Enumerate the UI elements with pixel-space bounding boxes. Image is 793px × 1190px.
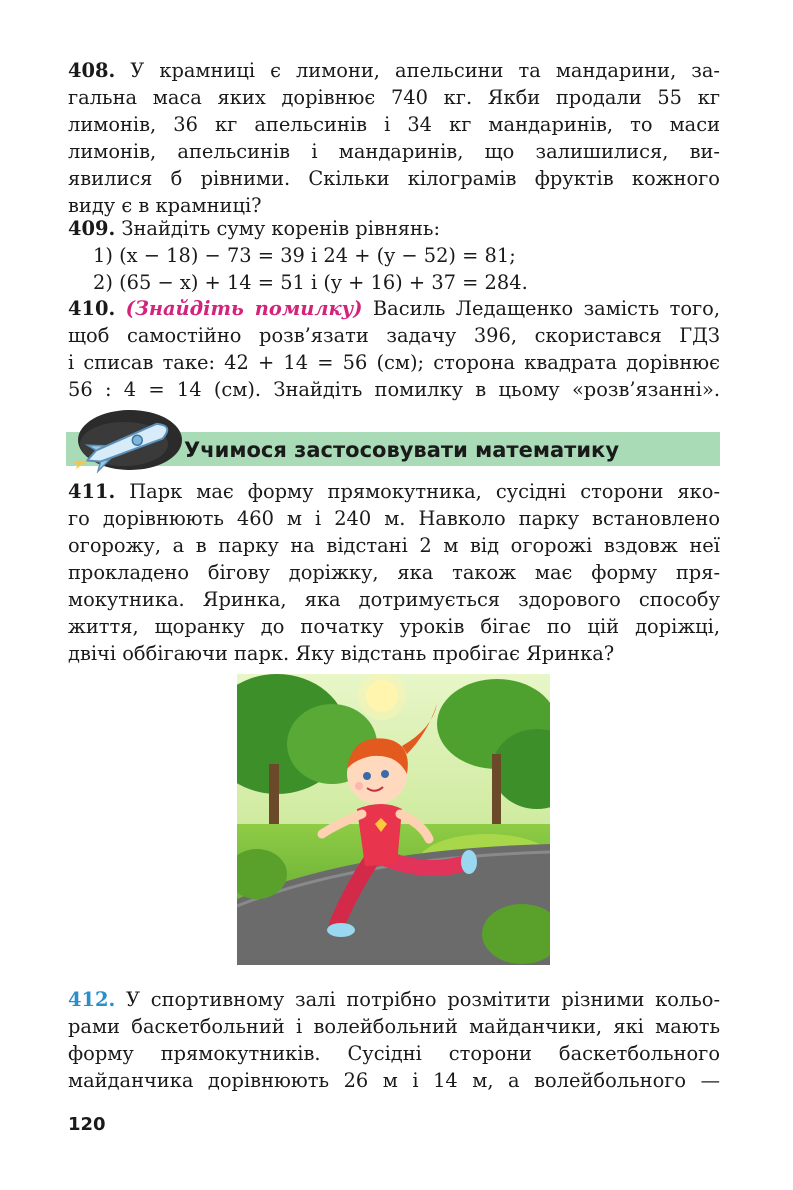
problem-408-line-2: гальна маса яких дорівнює 740 кг. Якби продали 55 кг [68,86,720,109]
problem-411-line-4: прокладено бігову доріжку, яка також має форму пря- [68,561,720,584]
equation-line-1: 1) (x − 18) − 73 = 39 і 24 + (y − 52) = 81; [93,244,516,267]
problem-number: 408. [68,59,116,82]
find-error-tag: (Знайдіть помилку) [125,297,363,320]
section-title: Учимося застосовувати математику [184,438,620,462]
problem-number: 409. [68,217,116,240]
problem-408-line-1: 408. У крамниці є лимони, апельсини та мандарини, за- [68,59,720,82]
problem-408-line-4: лимонів, апельсинів і мандаринів, що залишилися, ви- [68,140,720,163]
problem-411-line-7: двічі оббігаючи парк. Яку відстань пробігає Яринка? [68,642,615,665]
problem-number: 412. [68,988,116,1011]
page-number: 120 [68,1114,106,1135]
rocket-icon [66,408,186,474]
running-girl-illustration [237,674,550,965]
problem-410-line-3: і списав таке: 42 + 14 = 56 (см); сторона квадрата дорівнює [68,351,720,374]
problem-409-line-1: 409. Знайдіть суму коренів рівнянь: [68,217,440,240]
problem-412-line-1: 412. У спортивному залі потрібно розмітити різними кольо- [68,988,720,1011]
problem-408-line-3: лимонів, 36 кг апельсинів і 34 кг мандаринів, то маси [68,113,720,136]
problem-412-line-2: рами баскетбольний і волейбольний майданчики, які мають [68,1015,720,1038]
problem-411-line-5: мокутника. Яринка, яка дотримується здорового способу [68,588,720,611]
problem-411-line-1: 411. Парк має форму прямокутника, сусідні сторони яко- [68,480,720,503]
problem-410-line-4: 56 : 4 = 14 (см). Знайдіть помилку в цьому «розв’язанні». [68,378,720,401]
problem-411-line-3: огорожу, а в парку на відстані 2 м від огорожі вздовж неї [68,534,720,557]
problem-412-line-3: форму прямокутників. Сусідні сторони баскетбольного [68,1042,720,1065]
problem-411-line-6: життя, щоранку до початку уроків бігає по цій доріжці, [68,615,720,638]
problem-number: 411. [68,480,116,503]
problem-408-line-5: явилися б рівними. Скільки кілограмів фруктів кожного [68,167,720,190]
problem-410-line-2: щоб самостійно розв’язати задачу 396, скористався ГДЗ [68,324,720,347]
problem-411-line-2: го дорівнюють 460 м і 240 м. Навколо парку встановлено [68,507,720,530]
problem-408-line-6: виду є в крамниці? [68,194,262,217]
equation-line-2: 2) (65 − x) + 14 = 51 і (y + 16) + 37 = 284. [93,271,528,294]
problem-412-line-4: майданчика дорівнюють 26 м і 14 м, а волейбольного — [68,1069,720,1092]
problem-410-line-1: 410. (Знайдіть помилку) Василь Ледащенко замість того, [68,297,720,320]
problem-number: 410. [68,297,116,320]
